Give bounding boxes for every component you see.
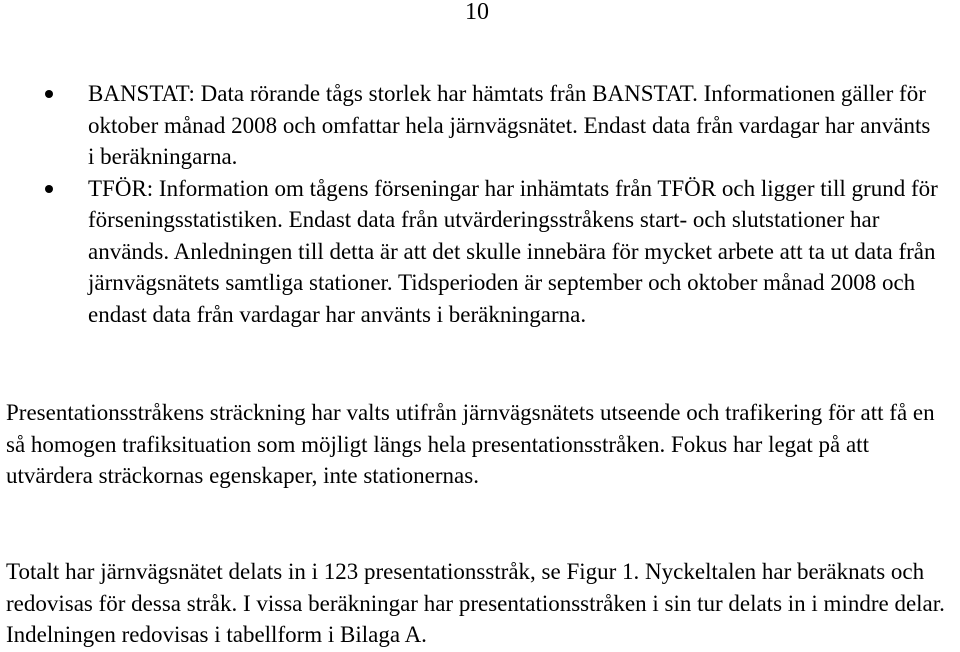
bullet-list: [0, 78, 960, 330]
bullet-dot-icon: [45, 90, 53, 98]
bullet-dot-icon: [45, 185, 53, 193]
paragraph-presentationsstrak: Presentationsstråkens sträckning har valts utifrån järnvägsnätets utseende och trafikering för att få en så homogen trafiksituation som möjligt längs hela presentationsstråken. Fokus har legat på att utvärdera sträckornas egenskaper, inte stationernas.: [6, 400, 935, 488]
bullet-item-banstat: [0, 78, 960, 173]
bullet-text: BANSTAT: Data rörande tågs storlek har hämtats från BANSTAT. Informationen gäller för oktober månad 2008 och omfattar hela järnvägsnätet. Endast data från vardagar har använts i beräkningarna.: [88, 81, 931, 169]
bullet-item-tfor: [0, 173, 960, 331]
page-number: 10: [465, 0, 489, 25]
paragraph-indelning: Totalt har järnvägsnätet delats in i 123 presentationsstråk, se Figur 1. Nyckeltalen har beräknats och redovisas för dessa stråk. I vissa beräkningar har presentationsstråken i sin tur delats in i mindre delar. Indelningen redovisas i tabellform i Bilaga A.: [6, 559, 945, 647]
bullet-text: TFÖR: Information om tågens förseningar har inhämtats från TFÖR och ligger till grund för förseningsstatistiken. Endast data från utvärderingsstråkens start- och slutstationer har används. Anledningen till detta är att det skulle innebära för mycket arbete att ta ut data från järnvägsnätets samtliga stationer. Tidsperioden är september och oktober månad 2008 och endast data från vardagar har använts i beräkningarna.: [88, 175, 938, 327]
